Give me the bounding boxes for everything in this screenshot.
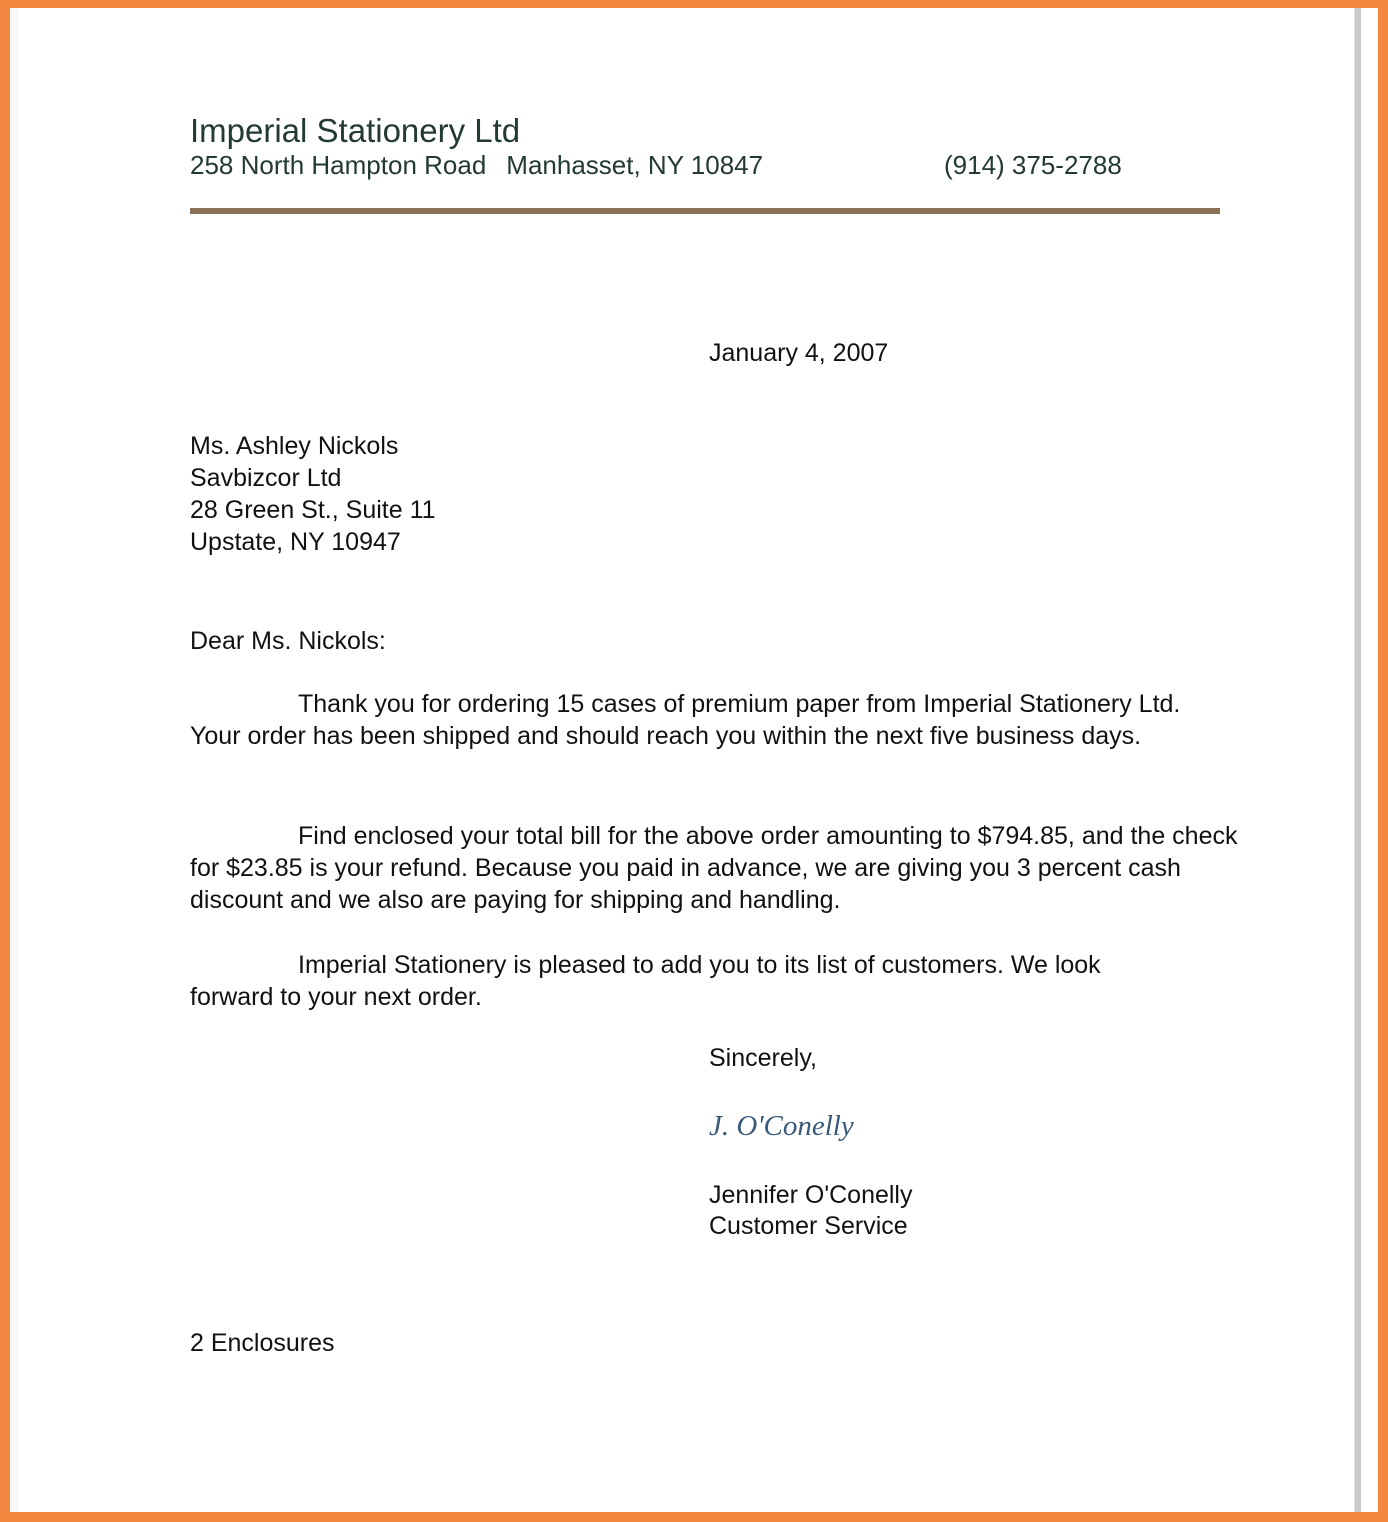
signer-block bbox=[709, 1180, 912, 1242]
recipient-name: Ms. Ashley Nickols bbox=[190, 432, 399, 460]
closing: Sincerely, bbox=[709, 1044, 817, 1072]
enclosures-note: 2 Enclosures bbox=[190, 1329, 335, 1357]
company-phone: (914) 375-2788 bbox=[944, 150, 1122, 180]
signer-title: Customer Service bbox=[709, 1212, 908, 1240]
company-city-state-zip: Manhasset, NY 10847 bbox=[506, 150, 764, 180]
salutation: Dear Ms. Nickols: bbox=[190, 627, 386, 655]
company-address bbox=[190, 150, 763, 181]
company-street: 258 North Hampton Road bbox=[190, 150, 487, 180]
recipient-address-block bbox=[190, 430, 436, 558]
signer-name: Jennifer O'Conelly bbox=[709, 1181, 913, 1209]
body-paragraph: Find enclosed your total bill for the above order amounting to $794.85, and the check for $23.85 is your refund. Because you paid in advance, we are giving you 3 percent cash discount and we also are paying for shipping and handling. bbox=[190, 822, 1238, 914]
recipient-street: 28 Green St., Suite 11 bbox=[190, 496, 436, 524]
body-paragraph: Imperial Stationery is pleased to add you to its list of customers. We look forward to your next order. bbox=[190, 951, 1101, 1011]
recipient-city-state-zip: Upstate, NY 10947 bbox=[190, 528, 401, 556]
page-edge-shadow bbox=[1354, 8, 1361, 1512]
letter-date: January 4, 2007 bbox=[709, 339, 889, 367]
signature: J. O'Conelly bbox=[709, 1110, 854, 1142]
page-left-margin bbox=[10, 8, 18, 1512]
recipient-company: Savbizcor Ltd bbox=[190, 464, 342, 492]
company-name: Imperial Stationery Ltd bbox=[190, 112, 521, 149]
body-paragraph: Thank you for ordering 15 cases of premium paper from Imperial Stationery Ltd. Your order has been shipped and should reach you within the next five business days. bbox=[190, 690, 1181, 750]
letterhead-rule bbox=[190, 208, 1220, 214]
